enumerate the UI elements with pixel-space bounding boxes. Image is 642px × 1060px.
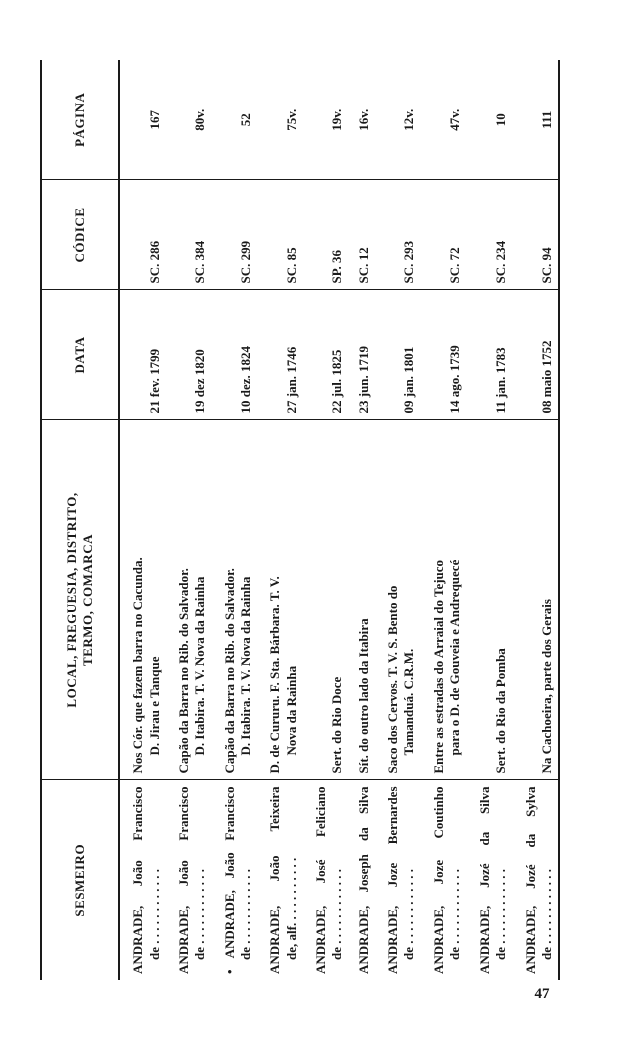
local-cell: [466, 420, 512, 780]
sesmeiro-continuation: de . . . . . . . . . . . .: [238, 869, 253, 960]
sesmeiro-cell: [212, 780, 258, 980]
sesmeiro-cell: [466, 780, 512, 980]
pagina-cell: 47v.: [421, 60, 467, 180]
codice-cell: SC. 12: [349, 180, 375, 290]
sesmeiro-cell: [303, 780, 349, 980]
local-cell: [303, 420, 349, 780]
sesmeiro-cell: [349, 780, 375, 980]
sesmeiro-continuation: de . . . . . . . . . . . .: [146, 869, 162, 960]
sesmeiro-name: ANDRADE, Joze Bernardes: [385, 786, 401, 974]
data-cell: 09 jan. 1801: [375, 290, 421, 420]
sesmeiro-name: ANDRADE, João Francisco: [130, 786, 146, 974]
data-cell: 10 dez. 1824: [212, 290, 258, 420]
local-line1: Sert. do Rio Doce: [329, 676, 345, 774]
local-line1: Capão da Barra no Rib. do Salvador.: [176, 568, 192, 774]
sesmeiro-name: ANDRADE, José Feliciano: [313, 786, 329, 974]
local-cell: [212, 420, 258, 780]
header-codice: CÓDICE: [41, 180, 119, 290]
pagina-cell: 12v.: [375, 60, 421, 180]
pagina-cell: 80v.: [166, 60, 212, 180]
page-number: 47: [534, 986, 550, 1002]
sesmeiro-name: ANDRADE, João Teixeira: [267, 786, 283, 974]
table-row: [349, 60, 375, 980]
local-line2: D. Itabira. T. V. Nova da Rainha: [192, 576, 208, 756]
sesmeiro-continuation: de, alf. . . . . . . . . . .: [283, 857, 299, 960]
sesmeiro-name: ANDRADE, Jozé da Silva: [476, 786, 492, 974]
header-sesmeiro: SESMEIRO: [41, 780, 119, 980]
sesmarias-table: [40, 60, 560, 980]
header-local: [41, 420, 119, 780]
data-cell: 21 fev. 1799: [119, 290, 166, 420]
sesmeiro-continuation: de . . . . . . . . . . . .: [447, 869, 463, 960]
sesmeiro-name: ANDRADE, Joseph da Silva: [355, 786, 371, 974]
data-cell: 14 ago. 1739: [421, 290, 467, 420]
header-local-line1: LOCAL, FREGUESIA, DISTRITO,: [63, 492, 79, 708]
sesmeiro-name: ANDRADE, João Francisco: [176, 786, 192, 974]
table-row: [119, 60, 166, 980]
data-cell: 08 maio 1752: [512, 290, 559, 420]
sesmeiro-continuation: de . . . . . . . . . . . .: [538, 869, 554, 960]
local-line1: Entre as estradas do Arraial do Tejuco: [430, 559, 446, 774]
data-cell: 19 dez 1820: [166, 290, 212, 420]
codice-cell: SP. 36: [303, 180, 349, 290]
data-cell: 11 jan. 1783: [466, 290, 512, 420]
sesmeiro-cell: [421, 780, 467, 980]
codice-cell: SC. 299: [212, 180, 258, 290]
table-row: [375, 60, 421, 980]
sesmeiro-continuation: de . . . . . . . . . . . .: [329, 869, 345, 960]
sesmeiro-cell: [119, 780, 166, 980]
codice-cell: SC. 85: [257, 180, 303, 290]
sesmeiro-cell: [166, 780, 212, 980]
sesmeiro-cell: [257, 780, 303, 980]
local-cell: [349, 420, 375, 780]
local-line2: D. Itabira. T. V. Nova da Rainha: [238, 576, 253, 756]
local-line1: Saco dos Cervos. T. V. S. Bento do: [385, 585, 401, 774]
local-cell: [257, 420, 303, 780]
pagina-cell: 10: [466, 60, 512, 180]
sesmeiro-continuation: de . . . . . . . . . . . .: [492, 869, 508, 960]
local-line2: D. Jirau e Tanque: [146, 656, 162, 756]
header-pagina: PÁGINA: [41, 60, 119, 180]
header-data: DATA: [41, 290, 119, 420]
sesmeiro-name: ANDRADE, Jozé da Sylva: [522, 786, 538, 974]
pagina-cell: 167: [119, 60, 166, 180]
pagina-cell: 19v.: [303, 60, 349, 180]
local-line1: Sít. do outro lado da Itabira: [355, 618, 371, 774]
local-line2: para o D. de Gouveia e Andrequecé: [447, 559, 463, 756]
local-cell: [166, 420, 212, 780]
codice-cell: SC. 293: [375, 180, 421, 290]
data-cell: 27 jan. 1746: [257, 290, 303, 420]
local-line1: Capão da Barra no Rib. do Salvador.: [221, 568, 237, 774]
header-local-line2: TERMO, COMARCA: [80, 534, 95, 666]
local-line1: Nos Cór. que fazem barra no Cacunda.: [130, 557, 146, 774]
header-row: [41, 60, 119, 980]
pagina-cell: 52: [212, 60, 258, 180]
rotated-table-container: [40, 60, 560, 980]
local-cell: [512, 420, 559, 780]
table-header: [41, 60, 119, 980]
local-line1: Sert. do Rio da Pomba: [492, 648, 508, 774]
table-row: [466, 60, 512, 980]
pagina-cell: 16v.: [349, 60, 375, 180]
table-row: [303, 60, 349, 980]
table-body: [119, 60, 559, 980]
local-cell: [421, 420, 467, 780]
data-cell: 22 jul. 1825: [303, 290, 349, 420]
local-line1: Na Cachoeira, parte dos Gerais: [538, 599, 554, 774]
codice-cell: SC. 72: [421, 180, 467, 290]
table-row: [212, 60, 258, 980]
table-row: [421, 60, 467, 980]
local-cell: [119, 420, 166, 780]
sesmeiro-cell: [375, 780, 421, 980]
pagina-cell: 75v.: [257, 60, 303, 180]
sesmeiro-name: • ANDRADE, João Francisco: [221, 786, 237, 974]
local-line2: Tamanduá. C.R.M.: [401, 648, 417, 756]
codice-cell: SC. 286: [119, 180, 166, 290]
local-cell: [375, 420, 421, 780]
data-cell: 23 jun. 1719: [349, 290, 375, 420]
sesmeiro-continuation: de . . . . . . . . . . . .: [192, 869, 208, 960]
table-row: [257, 60, 303, 980]
sesmeiro-cell: [512, 780, 559, 980]
table-row: [166, 60, 212, 980]
sesmeiro-continuation: de . . . . . . . . . . . .: [401, 869, 417, 960]
sesmeiro-name: ANDRADE, Joze Coutinho: [430, 786, 446, 974]
table-row: [512, 60, 559, 980]
codice-cell: SC. 384: [166, 180, 212, 290]
codice-cell: SC. 94: [512, 180, 559, 290]
codice-cell: SC. 234: [466, 180, 512, 290]
local-line2: Nova da Rainha: [283, 665, 299, 756]
pagina-cell: 111: [512, 60, 559, 180]
local-line1: D. de Cururu. F. Sta. Bárbara. T. V.: [267, 576, 283, 774]
